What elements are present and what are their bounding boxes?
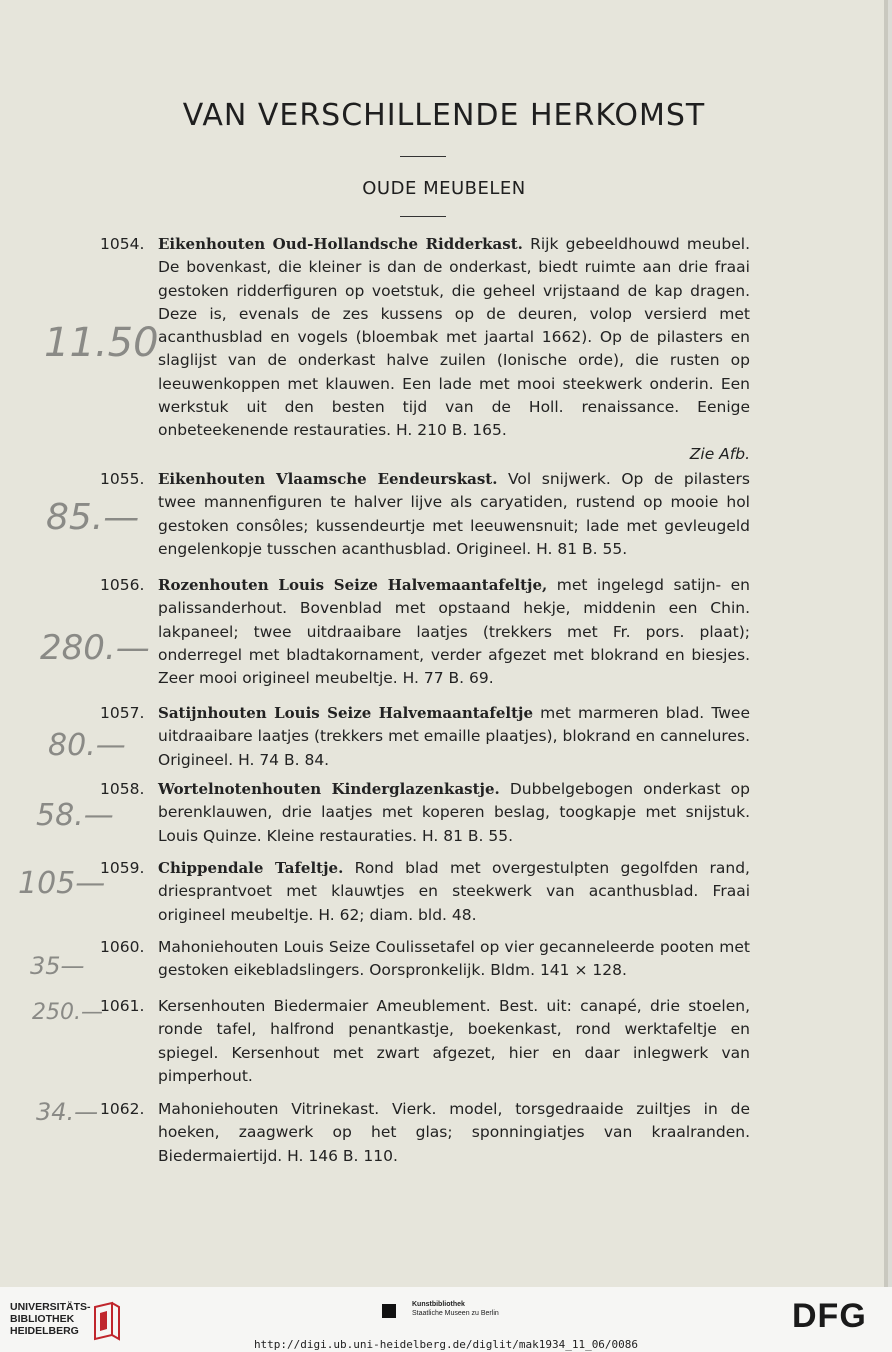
lot-number: 1057. [100,704,145,722]
catalogue-entry-1054 [100,233,750,466]
page-title: VAN VERSCHILLENDE HERKOMST [182,98,706,133]
permalink-url[interactable]: http://digi.ub.uni-heidelberg.de/diglit/mak1934_11_06/0086 [253,1338,639,1351]
pencil-price-annotation: 35— [30,952,85,980]
catalogue-entry-1058 [100,778,750,848]
lot-number: 1060. [100,938,145,956]
lot-name: Eikenhouten Oud-Hollandsche Ridderkast. [158,235,523,253]
lot-description: Kersenhouten Biedermaier Ameublement. Best. uit: canapé, drie stoelen, ronde tafel, halfrond penantkastje, boekenkast, rond werktafeltje en spiegel. Kersenhout met zwart afgezet, hier en daar inlegwerk van pimperhout. [158,997,750,1085]
kunstbibliothek-logo-icon [382,1304,396,1318]
catalogue-entry-1055 [100,468,750,561]
pencil-price-annotation: 105— [18,866,106,901]
lot-description: Rijk gebeeldhouwd meubel. De bovenkast, die kleiner is dan de onderkast, biedt ruimte aan drie fraai gestoken ridderfiguren op voetstuk, die geheel vrijstaand de kap dragen. Deze is, evenals de zes kussens op de deuren, volop versierd met acanthusblad en vogels (bloembak met jaartal 1662). Op de pilasters en slaglijst van de onderkast halve zuilen (Ionische orde), die rusten op leeuwenkoppen met klauwen. Een lade met mooi steekwerk onderin. Een werkstuk uit den besten tijd van de Holl. renaissance. Eenige onbeteekenende restauraties. H. 210 B. 165. [158,235,750,440]
lot-description: Mahoniehouten Vitrinekast. Vierk. model, torsgedraaide zuiltjes in de hoeken, zaagwerk op het glas; sponningiatjes van kraalranden. Biedermaiertijd. H. 146 B. 110. [158,1100,750,1165]
lot-name: Chippendale Tafeltje. [158,859,344,877]
lot-name: Satijnhouten Louis Seize Halvemaantafeltje [158,704,533,722]
pencil-price-annotation: 85.— [46,497,140,538]
pencil-price-annotation: 34.— [36,1098,99,1126]
university-library-wordmark: UNIVERSITÄTS- BIBLIOTHEK HEIDELBERG [10,1301,91,1337]
catalogue-entry-1057 [100,702,750,772]
lot-number: 1054. [100,235,145,253]
lot-number: 1061. [100,997,145,1015]
lot-description: Dubbelgebogen onderkast op berenklauwen, drie laatjes met koperen beslag, toogkapje met snijstuk. Louis Quinze. Kleine restauraties. H. 81 B. 55. [158,780,750,845]
lot-description: met marmeren blad. Twee uitdraaibare laatjes (trekkers met emaille plaatjes), blokrand en cannelures. Origineel. H. 74 B. 84. [158,704,750,769]
lot-name: Rozenhouten Louis Seize Halvemaantafeltje, [158,576,548,594]
catalogue-entry-1056 [100,574,750,690]
lot-description: Rond blad met overgestulpten gegolfden rand, driesprantvoet met klauwtjes en steekwerk van acanthusblad. Fraai origineel meubeltje. H. 62; diam. bld. 48. [158,859,750,924]
lot-description: Mahoniehouten Louis Seize Coulissetafel op vier gecanneleerde pooten met gestoken eikebladslingers. Oorspronkelijk. Bldm. 141 × 128. [158,938,750,980]
figure-reference: Zie Afb. [689,444,750,463]
lot-number: 1055. [100,470,145,488]
lot-description: Vol snijwerk. Op de pilasters twee mannenfiguren te halver lijve als caryatiden, rustend op mooie hol gestoken consôles; kussendeurtje met leeuwensnuit; lade met gevleugeld engelenkopje tusschen acanthusblad. Origineel. H. 81 B. 55. [158,470,750,558]
lot-number: 1056. [100,576,145,594]
divider-rule [400,156,446,157]
pencil-price-annotation: 58.— [36,798,114,833]
lot-description: met ingelegd satijn- en palissanderhout. Bovenblad met opstaand hekje, middenin een Chin. lakpaneel; twee uitdraaibare laatjes (trekkers met Fr. pors. plaat); onderregel met bladtakornament, verder afgezet met blokrand en biesjes. Zeer mooi origineel meubeltje. H. 77 B. 69. [158,576,750,688]
lot-name: Eikenhouten Vlaamsche Eendeurskast. [158,470,498,488]
lot-number: 1062. [100,1100,145,1118]
lot-name: Wortelnotenhouten Kinderglazenkastje. [158,780,500,798]
catalogue-entry-1062 [100,1098,750,1168]
lot-number: 1059. [100,859,145,877]
divider-rule [400,216,446,217]
section-subtitle: OUDE MEUBELEN [362,178,526,199]
catalogue-entry-1060 [100,936,750,983]
university-library-logo-icon [92,1301,122,1341]
lot-number: 1058. [100,780,145,798]
catalogue-entry-1059 [100,857,750,927]
catalogue-entry-1061 [100,995,750,1088]
pencil-price-annotation: 250.— [32,1000,103,1025]
pencil-price-annotation: 280.— [40,628,150,668]
dfg-logo: DFG [792,1297,867,1335]
pencil-price-annotation: 80.— [48,728,126,763]
kunstbibliothek-wordmark: Kunstbibliothek Staatliche Museen zu Berlin [412,1301,499,1317]
pencil-price-annotation: 11.50 [44,320,159,366]
